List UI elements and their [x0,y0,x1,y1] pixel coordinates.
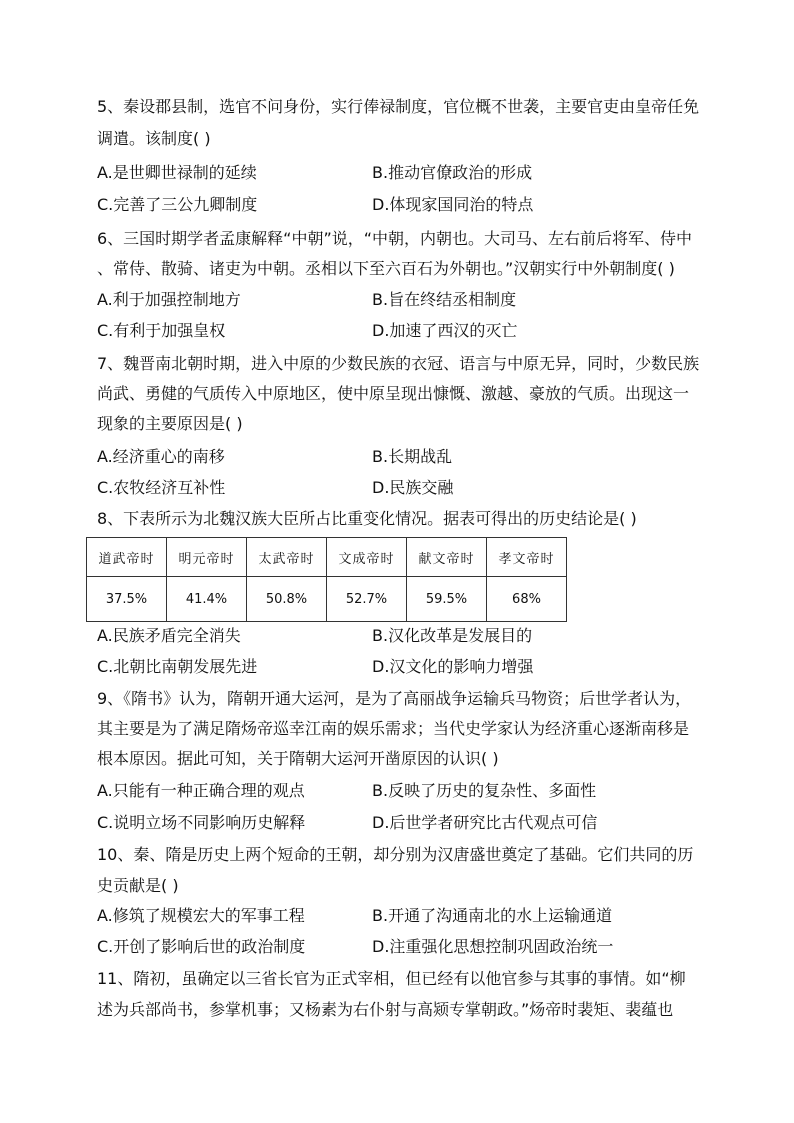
table-header-cell: 献文帝时 [407,538,487,577]
table-cell: 50.8% [247,577,327,622]
table-cell: 68% [487,577,567,622]
q7-stem-line-2: 尚武、勇健的气质传入中原地区，使中原呈现出慷慨、激越、豪放的气质。出现这一 [97,384,690,403]
q10-option-a: A.修筑了规模宏大的军事工程 [97,906,305,925]
q9-option-d: D.后世学者研究比古代观点可信 [372,813,598,832]
q8-option-c: C.北朝比南朝发展先进 [97,657,258,676]
q7-stem-line-3: 现象的主要原因是( ) [97,414,243,433]
table-cell: 41.4% [167,577,247,622]
table-header-cell: 明元帝时 [167,538,247,577]
q10-stem-line-2: 史贡献是( ) [97,876,179,895]
q8-option-d: D.汉文化的影响力增强 [372,657,534,676]
q7-option-a: A.经济重心的南移 [97,447,225,466]
q9-option-a: A.只能有一种正确合理的观点 [97,781,305,800]
q8-data-table [86,537,567,622]
q8-option-a: A.民族矛盾完全消失 [97,626,241,645]
q11-stem-line-2: 述为兵部尚书，参掌机事；又杨素为右仆射与高颎专掌朝政。”炀帝时裴矩、裴蕴也 [97,1000,674,1019]
q10-stem-line-1: 10、秦、隋是历史上两个短命的王朝，却分别为汉唐盛世奠定了基础。它们共同的历 [97,845,694,864]
table-header-cell: 文成帝时 [327,538,407,577]
q5-option-d: D.体现家国同治的特点 [372,195,534,214]
q8-option-b: B.汉化改革是发展目的 [372,626,533,645]
q6-option-d: D.加速了西汉的灭亡 [372,321,518,340]
q9-option-c: C.说明立场不同影响历史解释 [97,813,306,832]
q10-option-d: D.注重强化思想控制巩固政治统一 [372,937,614,956]
q6-option-c: C.有利于加强皇权 [97,321,226,340]
table-row [87,577,567,622]
q9-stem-line-3: 根本原因。据此可知，关于隋朝大运河开凿原因的认识( ) [97,749,499,768]
q9-option-b: B.反映了历史的复杂性、多面性 [372,781,597,800]
q5-option-a: A.是世卿世禄制的延续 [97,163,257,182]
q7-option-c: C.农牧经济互补性 [97,478,226,497]
q7-option-b: B.长期战乱 [372,447,453,466]
table-header-cell: 太武帝时 [247,538,327,577]
q7-option-d: D.民族交融 [372,478,454,497]
table-header-cell: 道武帝时 [87,538,167,577]
q6-option-a: A.利于加强控制地方 [97,290,241,309]
table-cell: 59.5% [407,577,487,622]
q5-stem-line-2: 调遣。该制度( ) [97,129,211,148]
q10-option-c: C.开创了影响后世的政治制度 [97,937,306,956]
q5-stem-line-1: 5、秦设郡县制，选官不问身份，实行俸禄制度，官位概不世袭，主要官吏由皇帝任免 [97,97,700,116]
q6-stem-line-1: 6、三国时期学者孟康解释“中朝”说，“中朝，内朝也。大司马、左右前后将军、侍中 [97,229,693,248]
q5-option-c: C.完善了三公九卿制度 [97,195,258,214]
q9-stem-line-1: 9、《隋书》认为，隋朝开通大运河，是为了高丽战争运输兵马物资；后世学者认为， [97,689,692,708]
table-header-cell: 孝文帝时 [487,538,567,577]
table-cell: 52.7% [327,577,407,622]
q9-stem-line-2: 其主要是为了满足隋炀帝巡幸江南的娱乐需求；当代史学家认为经济重心逐渐南移是 [97,719,690,738]
q6-stem-line-2: 、常侍、散骑、诸吏为中朝。丞相以下至六百石为外朝也。”汉朝实行中外朝制度( ) [97,259,675,278]
table-cell: 37.5% [87,577,167,622]
q10-option-b: B.开通了沟通南北的水上运输通道 [372,906,613,925]
q8-stem-line-1: 8、下表所示为北魏汉族大臣所占比重变化情况。据表可得出的历史结论是( ) [97,509,637,528]
q11-stem-line-1: 11、隋初，虽确定以三省长官为正式宰相，但已经有以他官参与其事的事情。如“柳 [97,969,686,988]
q6-option-b: B.旨在终结丞相制度 [372,290,517,309]
q5-option-b: B.推动官僚政治的形成 [372,163,533,182]
table-header-row [87,538,567,577]
q7-stem-line-1: 7、魏晋南北朝时期，进入中原的少数民族的衣冠、语言与中原无异，同时，少数民族 [97,354,700,373]
